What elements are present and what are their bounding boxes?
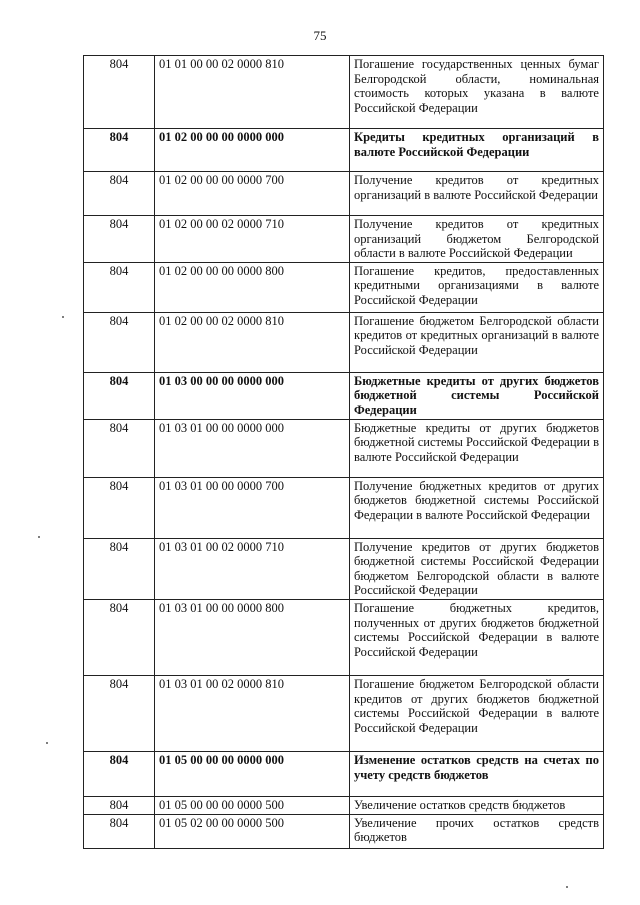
table-row [84,599,604,675]
source-name: Бюджетные кредиты от других бюджетов бюджетной системы Российской Федерации [350,372,604,419]
source-name: Получение кредитов от кредитных организаций в валюте Российской Федерации [350,172,604,216]
administrator-code: 804 [84,675,155,751]
source-name: Погашение кредитов, предоставленных кредитными организациями в валюте Российской Федерации [350,262,604,312]
table-row [84,312,604,372]
budget-classification-code: 01 05 00 00 00 0000 500 [155,796,350,814]
table-row [84,262,604,312]
administrator-code: 804 [84,129,155,172]
source-name: Погашение государственных ценных бумаг Белгородской области, номинальная стоимость которых указана в валюте Российской Федерации [350,56,604,129]
table-row [84,814,604,848]
budget-classification-code: 01 03 01 00 00 0000 800 [155,599,350,675]
administrator-code: 804 [84,56,155,129]
table-row [84,372,604,419]
source-name: Погашение бюджетом Белгородской области кредитов от кредитных организаций в валюте Российской Федерации [350,312,604,372]
scan-speck [62,316,64,318]
source-name: Получение кредитов от кредитных организаций бюджетом Белгородской области в валюте Российской Федерации [350,216,604,263]
source-name: Получение бюджетных кредитов от других бюджетов бюджетной системы Российской Федерации в валюте Российской Федерации [350,477,604,538]
budget-classification-code: 01 01 00 00 02 0000 810 [155,56,350,129]
budget-classification-code: 01 03 01 00 00 0000 700 [155,477,350,538]
administrator-code: 804 [84,312,155,372]
administrator-code: 804 [84,372,155,419]
administrator-code: 804 [84,419,155,477]
source-name: Кредиты кредитных организаций в валюте Российской Федерации [350,129,604,172]
budget-classification-code: 01 03 00 00 00 0000 000 [155,372,350,419]
budget-classification-code: 01 02 00 00 00 0000 700 [155,172,350,216]
table-row [84,56,604,129]
scan-speck [566,886,568,888]
administrator-code: 804 [84,538,155,599]
table-row [84,129,604,172]
budget-classification-code: 01 02 00 00 00 0000 800 [155,262,350,312]
administrator-code: 804 [84,216,155,263]
budget-classification-code: 01 03 01 00 00 0000 000 [155,419,350,477]
budget-sources-table [83,55,604,849]
table-row [84,538,604,599]
budget-classification-code: 01 02 00 00 00 0000 000 [155,129,350,172]
budget-classification-code: 01 03 01 00 02 0000 710 [155,538,350,599]
page-number: 75 [313,28,327,43]
administrator-code: 804 [84,262,155,312]
table-row [84,419,604,477]
administrator-code: 804 [84,814,155,848]
table-row [84,216,604,263]
budget-classification-code: 01 05 02 00 00 0000 500 [155,814,350,848]
administrator-code: 804 [84,172,155,216]
scan-speck [46,742,48,744]
table-row [84,751,604,796]
source-name: Погашение бюджетных кредитов, полученных от других бюджетов бюджетной системы Российской Федерации в валюте Российской Федерации [350,599,604,675]
table-row [84,172,604,216]
budget-classification-code: 01 05 00 00 00 0000 000 [155,751,350,796]
administrator-code: 804 [84,599,155,675]
administrator-code: 804 [84,477,155,538]
budget-classification-code: 01 02 00 00 02 0000 710 [155,216,350,263]
source-name: Погашение бюджетом Белгородской области кредитов от других бюджетов бюджетной системы Российской Федерации в валюте Российской Федерации [350,675,604,751]
source-name: Увеличение остатков средств бюджетов [350,796,604,814]
source-name: Получение кредитов от других бюджетов бюджетной системы Российской Федерации бюджетом Белгородской области в валюте Российской Федерации [350,538,604,599]
source-name: Изменение остатков средств на счетах по учету средств бюджетов [350,751,604,796]
scan-speck [38,536,40,538]
administrator-code: 804 [84,796,155,814]
source-name: Увеличение прочих остатков средств бюджетов [350,814,604,848]
table-row [84,796,604,814]
source-name: Бюджетные кредиты от других бюджетов бюджетной системы Российской Федерации в валюте Российской Федерации [350,419,604,477]
budget-classification-code: 01 03 01 00 02 0000 810 [155,675,350,751]
administrator-code: 804 [84,751,155,796]
table-row [84,675,604,751]
budget-classification-code: 01 02 00 00 02 0000 810 [155,312,350,372]
table-row [84,477,604,538]
